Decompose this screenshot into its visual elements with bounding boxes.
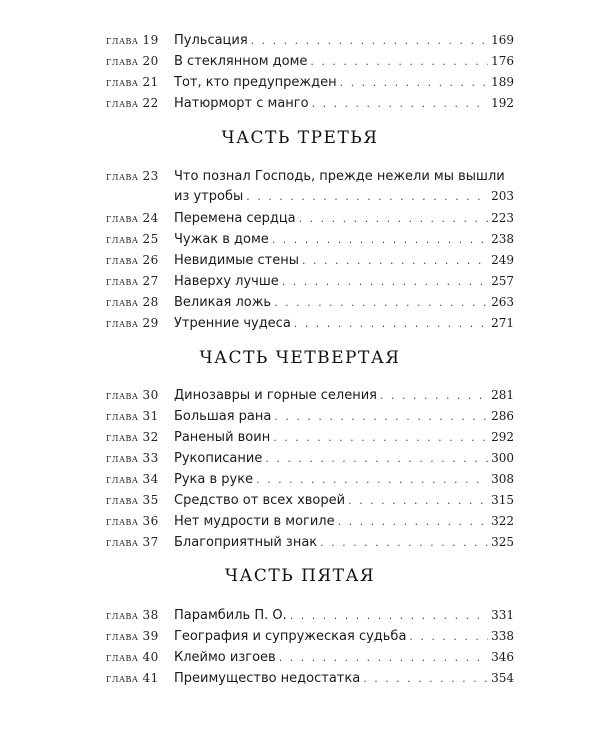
dot-leader xyxy=(274,407,488,427)
dot-leader xyxy=(312,94,489,114)
toc-entry[interactable] xyxy=(106,385,514,405)
chapter-num: 19 xyxy=(142,33,159,47)
page-number: 176 xyxy=(491,54,514,68)
page-number: 203 xyxy=(491,189,514,203)
chapter-number xyxy=(106,406,174,427)
chapter-label: глава xyxy=(106,96,139,110)
toc-entry[interactable] xyxy=(106,313,514,333)
dot-leader xyxy=(380,386,488,406)
chapter-number xyxy=(106,427,174,448)
chapter-title: Невидимые стены xyxy=(174,253,300,268)
chapter-label: глава xyxy=(106,535,139,549)
chapter-label: глава xyxy=(106,493,139,507)
chapter-num: 25 xyxy=(142,232,159,246)
chapter-label: глава xyxy=(106,253,139,267)
chapter-label: глава xyxy=(106,650,139,664)
dot-leader xyxy=(272,230,488,250)
dot-leader xyxy=(348,491,488,511)
dot-leader xyxy=(290,606,488,626)
page-number: 238 xyxy=(491,232,514,246)
chapter-num: 39 xyxy=(142,629,159,643)
page-number: 354 xyxy=(491,671,514,685)
page-number: 308 xyxy=(491,472,514,486)
dot-leader xyxy=(320,533,488,553)
toc-entry[interactable] xyxy=(106,469,514,489)
page-number: 315 xyxy=(491,493,514,507)
chapter-number xyxy=(106,469,174,490)
dot-leader xyxy=(246,187,488,207)
chapter-num: 32 xyxy=(142,430,159,444)
chapter-title: Большая рана xyxy=(174,409,272,424)
chapter-number xyxy=(106,626,174,647)
page-number: 322 xyxy=(491,514,514,528)
chapter-title-line2: из утробы xyxy=(174,189,244,204)
dot-leader xyxy=(363,669,488,689)
chapter-label: глава xyxy=(106,409,139,423)
chapter-title: Средство от всех хворей xyxy=(174,493,346,508)
chapter-number xyxy=(106,166,174,187)
chapter-label: глава xyxy=(106,430,139,444)
part-heading-5: ЧАСТЬ ПЯТАЯ xyxy=(224,566,376,586)
page-number: 346 xyxy=(491,650,514,664)
dot-leader xyxy=(299,209,488,229)
chapter-number xyxy=(106,605,174,626)
toc-entry[interactable] xyxy=(106,93,514,113)
toc-entry[interactable] xyxy=(106,511,514,531)
dot-leader xyxy=(409,627,488,647)
chapter-num: 35 xyxy=(142,493,159,507)
toc-entry[interactable] xyxy=(106,605,514,625)
chapter-label: глава xyxy=(106,671,139,685)
dot-leader xyxy=(310,52,488,72)
chapter-number xyxy=(106,51,174,72)
toc-entry[interactable] xyxy=(106,292,514,312)
chapter-title-line1: Что познал Господь, прежде нежели мы вышли xyxy=(174,169,505,184)
chapter-label: глава xyxy=(106,169,139,183)
chapter-label: глава xyxy=(106,211,139,225)
chapter-title: Великая ложь xyxy=(174,295,272,310)
chapter-num: 29 xyxy=(142,316,159,330)
chapter-num: 24 xyxy=(142,211,159,225)
page-number: 281 xyxy=(491,388,514,402)
dot-leader xyxy=(256,470,488,490)
page-number: 292 xyxy=(491,430,514,444)
chapter-label: глава xyxy=(106,33,139,47)
toc-entry[interactable] xyxy=(106,166,514,206)
chapter-title: Динозавры и горные селения xyxy=(174,388,377,403)
dot-leader xyxy=(274,293,488,313)
chapter-num: 23 xyxy=(142,169,159,183)
page-number: 169 xyxy=(491,33,514,47)
toc-entry[interactable] xyxy=(106,208,514,228)
dot-leader xyxy=(294,314,488,334)
chapter-label: глава xyxy=(106,316,139,330)
page-number: 271 xyxy=(491,316,514,330)
chapter-number xyxy=(106,72,174,93)
chapter-title: Преимущество недостатка xyxy=(174,671,361,686)
toc-entry[interactable] xyxy=(106,626,514,646)
chapter-num: 28 xyxy=(142,295,159,309)
page-number: 189 xyxy=(491,75,514,89)
chapter-number xyxy=(106,668,174,689)
page-number: 223 xyxy=(491,211,514,225)
chapter-title: Рука в руке xyxy=(174,472,254,487)
chapter-title: Клеймо изгоев xyxy=(174,650,276,665)
part-heading-4: ЧАСТЬ ЧЕТВЕРТАЯ xyxy=(199,348,401,368)
chapter-label: глава xyxy=(106,295,139,309)
chapter-number xyxy=(106,385,174,406)
chapter-title: Пульсация xyxy=(174,33,248,48)
chapter-number xyxy=(106,271,174,292)
chapter-num: 40 xyxy=(142,650,159,664)
dot-leader xyxy=(273,428,488,448)
page-number: 325 xyxy=(491,535,514,549)
chapter-title: Нет мудрости в могиле xyxy=(174,514,335,529)
page-number: 263 xyxy=(491,295,514,309)
chapter-title: В стеклянном доме xyxy=(174,54,308,69)
toc-entry[interactable] xyxy=(106,427,514,447)
page-number: 338 xyxy=(491,629,514,643)
chapter-number xyxy=(106,490,174,511)
chapter-num: 22 xyxy=(142,96,159,110)
dot-leader xyxy=(251,31,488,51)
chapter-number xyxy=(106,292,174,313)
toc-entry[interactable] xyxy=(106,490,514,510)
page-number: 300 xyxy=(491,451,514,465)
chapter-title: Рукописание xyxy=(174,451,263,466)
chapter-title: Наверху лучше xyxy=(174,274,279,289)
chapter-num: 30 xyxy=(142,388,159,402)
toc-entry[interactable] xyxy=(106,271,514,291)
page-number: 286 xyxy=(491,409,514,423)
toc-entry[interactable] xyxy=(106,647,514,667)
chapter-label: глава xyxy=(106,451,139,465)
chapter-title: Натюрморт с манго xyxy=(174,96,309,111)
chapter-title: Перемена сердца xyxy=(174,211,296,226)
chapter-number xyxy=(106,229,174,250)
chapter-num: 33 xyxy=(142,451,159,465)
chapter-num: 41 xyxy=(142,671,159,685)
part-heading-3: ЧАСТЬ ТРЕТЬЯ xyxy=(221,128,379,148)
chapter-label: глава xyxy=(106,514,139,528)
toc-entry[interactable] xyxy=(106,250,514,270)
chapter-num: 26 xyxy=(142,253,159,267)
chapter-label: глава xyxy=(106,608,139,622)
dot-leader xyxy=(340,73,488,93)
chapter-label: глава xyxy=(106,629,139,643)
dot-leader xyxy=(279,648,488,668)
toc-entry[interactable] xyxy=(106,229,514,249)
page-number: 249 xyxy=(491,253,514,267)
chapter-number xyxy=(106,30,174,51)
chapter-title: Раненый воин xyxy=(174,430,271,445)
chapter-label: глава xyxy=(106,388,139,402)
chapter-title: Утренние чудеса xyxy=(174,316,291,331)
toc-entry[interactable] xyxy=(106,668,514,688)
chapter-number xyxy=(106,532,174,553)
chapter-label: глава xyxy=(106,75,139,89)
chapter-num: 31 xyxy=(142,409,159,423)
dot-leader xyxy=(265,449,488,469)
chapter-number xyxy=(106,250,174,271)
dot-leader xyxy=(338,512,488,532)
toc-entry[interactable] xyxy=(106,30,514,50)
chapter-title: Чужак в доме xyxy=(174,232,269,247)
chapter-num: 21 xyxy=(142,75,159,89)
chapter-number xyxy=(106,93,174,114)
toc-entry[interactable] xyxy=(106,406,514,426)
page-number: 192 xyxy=(491,96,514,110)
chapter-label: глава xyxy=(106,54,139,68)
chapter-num: 34 xyxy=(142,472,159,486)
toc-entry[interactable] xyxy=(106,51,514,71)
chapter-num: 20 xyxy=(142,54,159,68)
chapter-num: 27 xyxy=(142,274,159,288)
chapter-number xyxy=(106,313,174,334)
dot-leader xyxy=(302,251,488,271)
chapter-title: Парамбиль П. О. xyxy=(174,608,287,623)
toc-entry[interactable] xyxy=(106,72,514,92)
chapter-number xyxy=(106,448,174,469)
chapter-title: Благоприятный знак xyxy=(174,535,318,550)
chapter-label: глава xyxy=(106,274,139,288)
chapter-number xyxy=(106,647,174,668)
chapter-title: География и супружеская судьба xyxy=(174,629,407,644)
page-number: 331 xyxy=(491,608,514,622)
chapter-num: 36 xyxy=(142,514,159,528)
chapter-number xyxy=(106,511,174,532)
chapter-label: глава xyxy=(106,232,139,246)
chapter-label: глава xyxy=(106,472,139,486)
page-number: 257 xyxy=(491,274,514,288)
chapter-number xyxy=(106,208,174,229)
chapter-num: 37 xyxy=(142,535,159,549)
toc-entry[interactable] xyxy=(106,532,514,552)
chapter-num: 38 xyxy=(142,608,159,622)
dot-leader xyxy=(282,272,488,292)
chapter-title: Тот, кто предупрежден xyxy=(174,75,337,90)
toc-entry[interactable] xyxy=(106,448,514,468)
